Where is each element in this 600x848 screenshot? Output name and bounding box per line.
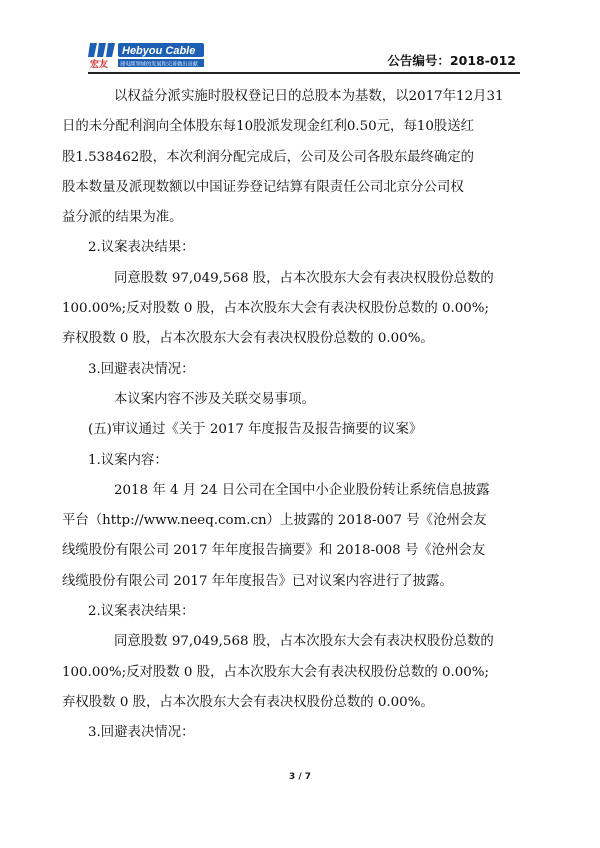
paragraph-vote-result xyxy=(62,627,520,718)
section-heading: 2.议案表决结果： xyxy=(88,604,195,620)
page-number: 3 / 7 xyxy=(288,772,312,782)
text-line: 益分派的结果为准。 xyxy=(62,210,183,226)
text-line: 2018 年 4 月 24 日公司在全国中小企业股份转让系统信息披露 xyxy=(114,482,490,498)
logo-wordmark: Hebyou Cable xyxy=(122,45,196,57)
document-body xyxy=(62,82,520,749)
text-line: 弃权股数 0 股，占本次股东大会有表决权股份总数的 0.00%。 xyxy=(62,694,434,710)
resolution-heading: (五)审议通过《关于 2017 年度报告及报告摘要的议案》 xyxy=(88,422,423,438)
page-header xyxy=(88,38,520,74)
paragraph-dividend-basis xyxy=(62,82,520,233)
paragraph-vote-result xyxy=(62,264,520,355)
text-line: 100.00%;反对股数 0 股，占本次股东大会有表决权股份总数的 0.00%; xyxy=(62,301,490,317)
text-line: 日的未分配利润向全体股东每10股派发现金红利0.50元，每10股送红 xyxy=(62,119,475,135)
logo-slogan: 建电缆领域的发展和完善做出贡献 xyxy=(120,61,198,68)
text-line: 100.00%;反对股数 0 股，占本次股东大会有表决权股份总数的 0.00%; xyxy=(62,664,490,680)
text-line: 股本数量及派现数额以中国证券登记结算有限责任公司北京分公司权 xyxy=(62,179,464,195)
text-line: 以权益分派实施时股权登记日的总股本为基数，以2017年12月31 xyxy=(114,89,504,104)
section-heading: 3.回避表决情况： xyxy=(88,725,195,741)
paragraph-recusal: 本议案内容不涉及关联交易事项。 xyxy=(114,391,315,407)
logo-cn-text: 宏友 xyxy=(90,60,109,68)
paragraph-proposal-content xyxy=(62,476,520,597)
text-line: 线缆股份有限公司 2017 年年度报告》已对议案内容进行了披露。 xyxy=(62,573,453,589)
text-line: 线缆股份有限公司 2017 年年度报告摘要》和 2018-008 号《沧州会友 xyxy=(62,543,486,559)
document-number: 公告编号：2018-012 xyxy=(387,53,516,68)
text-line: 同意股数 97,049,568 股，占本次股东大会有表决权股份总数的 xyxy=(114,634,494,650)
text-line: 平台（http://www.neeq.com.cn）上披露的 2018-007 号《沧州会友 xyxy=(62,513,487,529)
text-line: 弃权股数 0 股，占本次股东大会有表决权股份总数的 0.00%。 xyxy=(62,331,434,347)
section-heading: 1.议案内容： xyxy=(88,452,168,468)
text-line: 股1.538462股，本次利润分配完成后，公司及公司各股东最终确定的 xyxy=(62,149,475,165)
section-heading: 3.回避表决情况： xyxy=(88,361,195,377)
company-logo xyxy=(88,40,206,68)
text-line: 同意股数 97,049,568 股，占本次股东大会有表决权股份总数的 xyxy=(114,270,494,286)
section-heading: 2.议案表决结果： xyxy=(88,240,195,256)
